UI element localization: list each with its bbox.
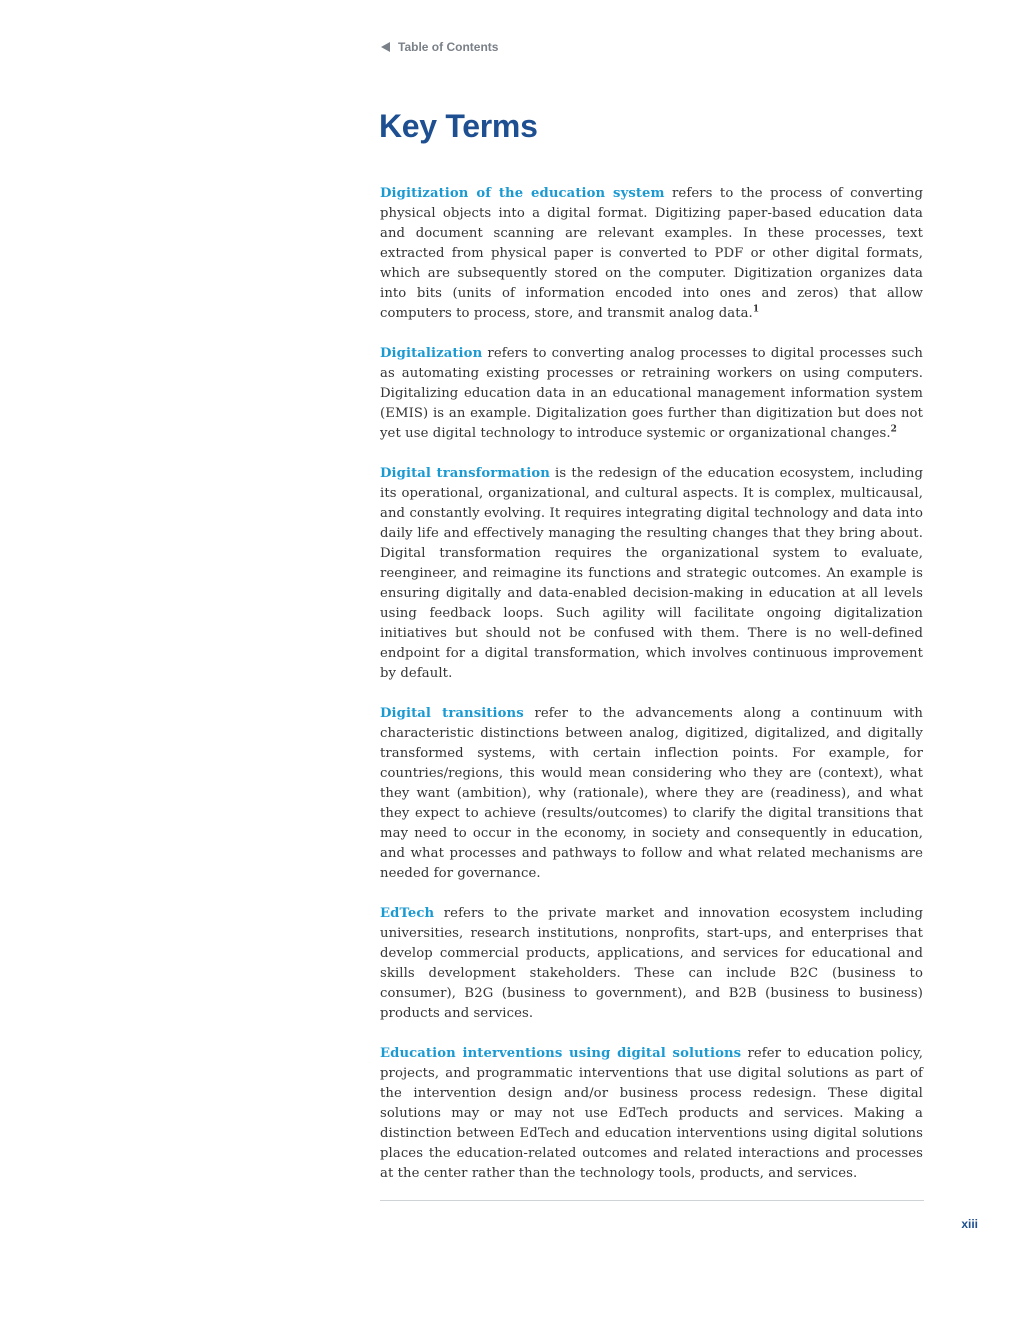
toc-link-label: Table of Contents bbox=[398, 40, 499, 54]
term-name: EdTech bbox=[380, 906, 435, 921]
term-definition: is the redesign of the education ecosystem, including its operational, organizational, and cultural aspects. It is complex, multicausal, and constantly evolving. It requires integrating digital technology and data into daily life and effectively managing the resulting changes that they bring about. Digital transformation requires the organizational system to evaluate, reengineer, and reimagine its functions and strategic outcomes. An example is ensuring digitally and data-enabled decision-making in education at all levels using feedback loops. Such agility will facilitate ongoing digitalization initiatives but should not be confused with them. There is no well-defined endpoint for a digital transformation, which involves continuous improvement by default. bbox=[380, 466, 923, 681]
left-triangle-icon bbox=[381, 42, 390, 52]
term-paragraph bbox=[380, 904, 923, 1024]
term-paragraph bbox=[380, 344, 923, 444]
footnote-marker[interactable]: 1 bbox=[752, 304, 760, 315]
page-number: xiii bbox=[961, 1217, 978, 1231]
footnote-marker[interactable]: 2 bbox=[890, 424, 897, 435]
term-definition: refers to converting analog processes to digital processes such as automating existing processes or retraining workers on using computers. Digitalizing education data in an educational management information system (EMIS) is an example. Digitalization goes further than digitization but does not yet use digital technology to introduce systemic or organizational changes. bbox=[380, 346, 923, 441]
term-definition: refer to the advancements along a continuum with characteristic distinctions between analog, digitized, digitalized, and digitally transformed systems, with certain inflection points. For example, for countries/regions, this would mean considering who they are (context), what they want (ambition), why (rationale), where they are (readiness), and what they expect to achieve (results/outcomes) to clarify the digital transitions that may need to occur in the economy, in society and consequently in education, and what processes and pathways to follow and what related mechanisms are needed for governance. bbox=[380, 706, 923, 881]
term-definition: refers to the process of converting physical objects into a digital format. Digitizing paper-based education data and document scanning are relevant examples. In these processes, text extracted from physical paper is converted to PDF or other digital formats, which are subsequently stored on the computer. Digitization organizes data into bits (units of information encoded into ones and zeros) that allow computers to process, store, and transmit analog data. bbox=[380, 186, 923, 321]
term-name: Education interventions using digital solutions bbox=[380, 1046, 742, 1061]
term-definition: refers to the private market and innovation ecosystem including universities, research institutions, nonprofits, start-ups, and enterprises that develop commercial products, applications, and services for educational and skills development stakeholders. These can include B2C (business to consumer), B2G (business to government), and B2B (business to business) products and services. bbox=[380, 906, 923, 1021]
term-paragraph bbox=[380, 464, 923, 684]
term-name: Digitization of the education system bbox=[380, 186, 665, 201]
term-name: Digital transitions bbox=[380, 706, 524, 721]
page-title: Key Terms bbox=[379, 108, 538, 144]
term-definition: refer to education policy, projects, and programmatic interventions that use digital solutions as part of the intervention design and/or business process redesign. These digital solutions may or may not use EdTech products and services. Making a distinction between EdTech and education interventions using digital solutions places the education-related outcomes and related interactions and processes at the center rather than the technology tools, products, and services. bbox=[380, 1046, 923, 1181]
term-paragraph bbox=[380, 184, 923, 324]
term-name: Digitalization bbox=[380, 346, 483, 361]
key-terms-list bbox=[380, 184, 923, 1204]
footer-divider bbox=[380, 1200, 924, 1201]
term-paragraph bbox=[380, 1044, 923, 1184]
term-name: Digital transformation bbox=[380, 466, 550, 481]
term-paragraph bbox=[380, 704, 923, 884]
table-of-contents-link[interactable] bbox=[381, 40, 498, 54]
